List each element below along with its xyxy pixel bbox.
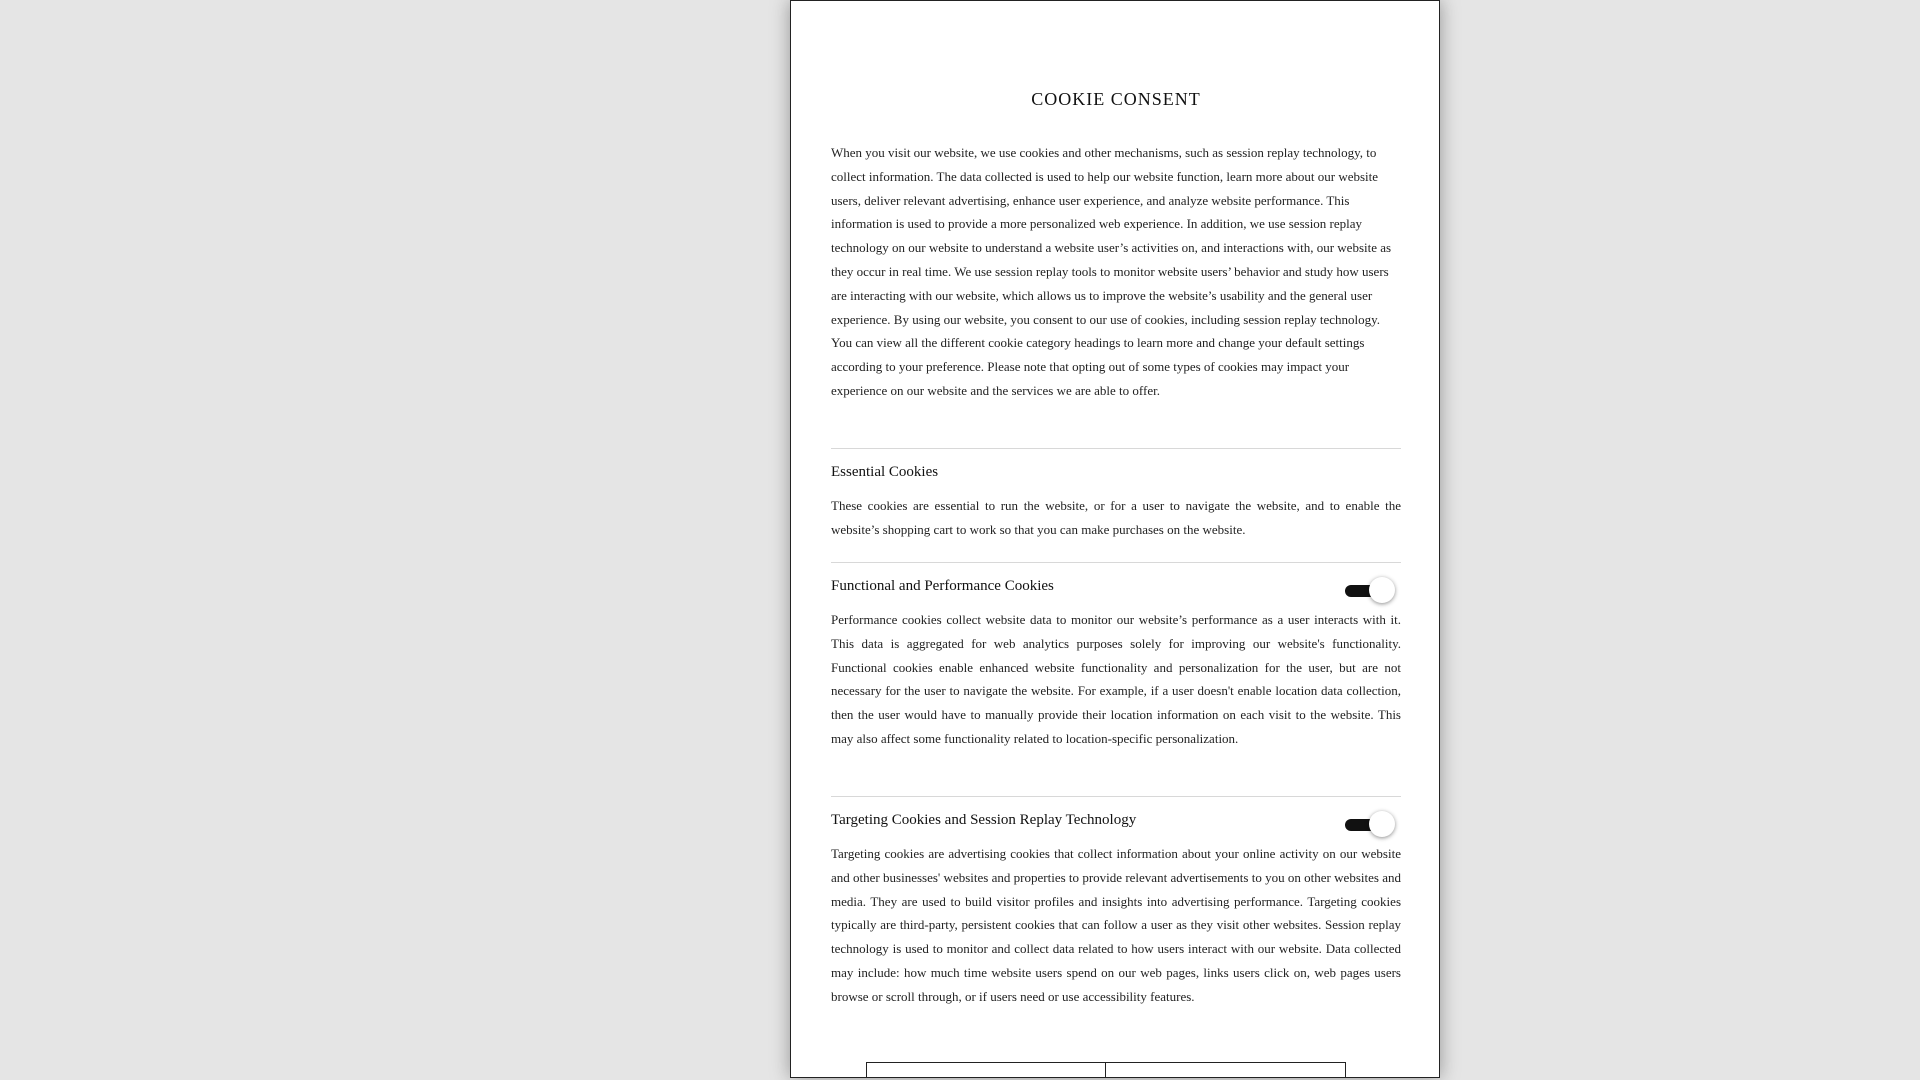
functional-cookies-description: Performance cookies collect website data to monitor our website’s performance as a user interacts with it. This data is aggregated for web analytics purposes solely for improving our website's functionality. Functional cookies enable enhanced website functionality and personalization for the user, but are not necessary for the user to navigate the website. For example, if a user doesn't enable location data collection, then the user would have to manually provide their location information on each visit to the website. This may also affect some functionality related to location-specific personalization. bbox=[831, 612, 1401, 746]
essential-cookies-title: Essential Cookies bbox=[831, 464, 939, 480]
divider bbox=[831, 562, 1401, 563]
cookie-consent-dialog bbox=[790, 0, 1440, 1078]
dialog-title: COOKIE CONSENT bbox=[1031, 89, 1201, 109]
intro-text: When you visit our website, we use cookies and other mechanisms, such as session replay technology, to collect information. The data collected is used to help our website function, learn more about our website users, deliver relevant advertising, enhance user experience, and analyze website performance. This information is used to provide a more personalized web experience. In addition, we use session replay technology on our website to understand a website user’s activities on, and interactions with, our website as they occur in real time. We use session replay tools to monitor website users’ behavior and study how users are interacting with our website, which allows us to improve the website’s usability and the general user experience. By using our website, you consent to our use of cookies, including session replay technology. You can view all the different cookie category headings to learn more and change your default settings according to your preference. Please note that opting out of some types of cookies may impact your experience on our website and the services we are able to offer. bbox=[831, 145, 1392, 398]
functional-cookies-toggle[interactable] bbox=[1345, 576, 1397, 604]
toggle-knob bbox=[1369, 811, 1395, 837]
functional-cookies-title: Functional and Performance Cookies bbox=[831, 578, 1054, 594]
divider bbox=[831, 796, 1401, 797]
dialog-button-row bbox=[866, 1062, 1346, 1078]
divider bbox=[831, 448, 1401, 449]
right-action-button[interactable] bbox=[1106, 1062, 1346, 1078]
toggle-knob bbox=[1369, 577, 1395, 603]
essential-cookies-description: These cookies are essential to run the website, or for a user to navigate the website, and to enable the website’s shopping cart to work so that you can make purchases on the website. bbox=[831, 498, 1401, 537]
targeting-cookies-toggle[interactable] bbox=[1345, 810, 1397, 838]
targeting-cookies-description: Targeting cookies are advertising cookies that collect information about your online activity on our website and other businesses' websites and properties to provide relevant advertisements to you on other websites and media. They are used to build visitor profiles and insights into advertising performance. Targeting cookies typically are third-party, persistent cookies that can follow a user as they visit other websites. Session replay technology is used to monitor and collect data related to how users interact with our website. Data collected may include: how much time website users spend on our web pages, links users click on, web pages users browse or scroll through, or if users need or use accessibility features. bbox=[831, 846, 1401, 1004]
left-action-button[interactable] bbox=[866, 1062, 1106, 1078]
targeting-cookies-title: Targeting Cookies and Session Replay Technology bbox=[831, 812, 1137, 828]
